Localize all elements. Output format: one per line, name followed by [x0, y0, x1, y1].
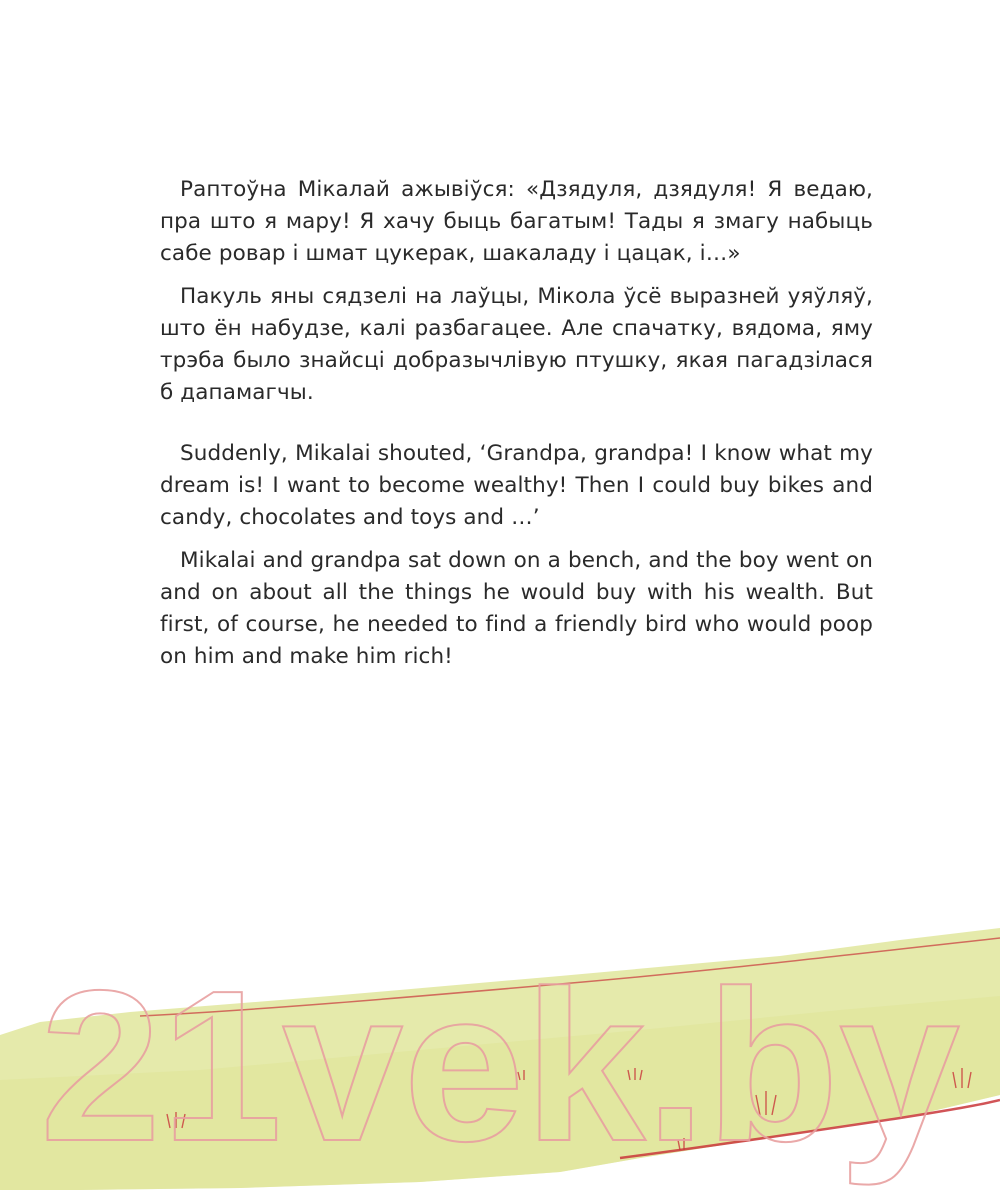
english-text	[160, 438, 873, 684]
belarusian-paragraph-1: Раптоўна Мікалай ажывіўся: «Дзядуля, дзядуля! Я ведаю, пра што я мару! Я хачу быць багатым! Тады я змагу набыць сабе ровар і шмат цукерак, шакаладу і цацак, і…»	[160, 177, 873, 266]
english-paragraph-2: Mikalai and grandpa sat down on a bench, and the boy went on and on about all the things he would buy with his wealth. But first, of course, he needed to find a friendly bird who would poop on him and make him rich!	[160, 548, 873, 669]
watermark	[0, 900, 1000, 1190]
watermark-text: 21vek.by	[40, 945, 960, 1186]
belarusian-paragraph-2: Пакуль яны сядзелі на лаўцы, Мікола ўсё выразней уяўляў, што ён набудзе, калі разбагацее. Але спачатку, вядома, яму трэба было знайсці добразычлівую птушку, якая пагадзілася б дапамагчы.	[160, 284, 873, 405]
english-paragraph-1: Suddenly, Mikalai shouted, ‘Grandpa, grandpa! I know what my dream is! I want to become wealthy! Then I could buy bikes and candy, chocolates and toys and …’	[160, 441, 873, 530]
belarusian-text	[160, 174, 873, 420]
